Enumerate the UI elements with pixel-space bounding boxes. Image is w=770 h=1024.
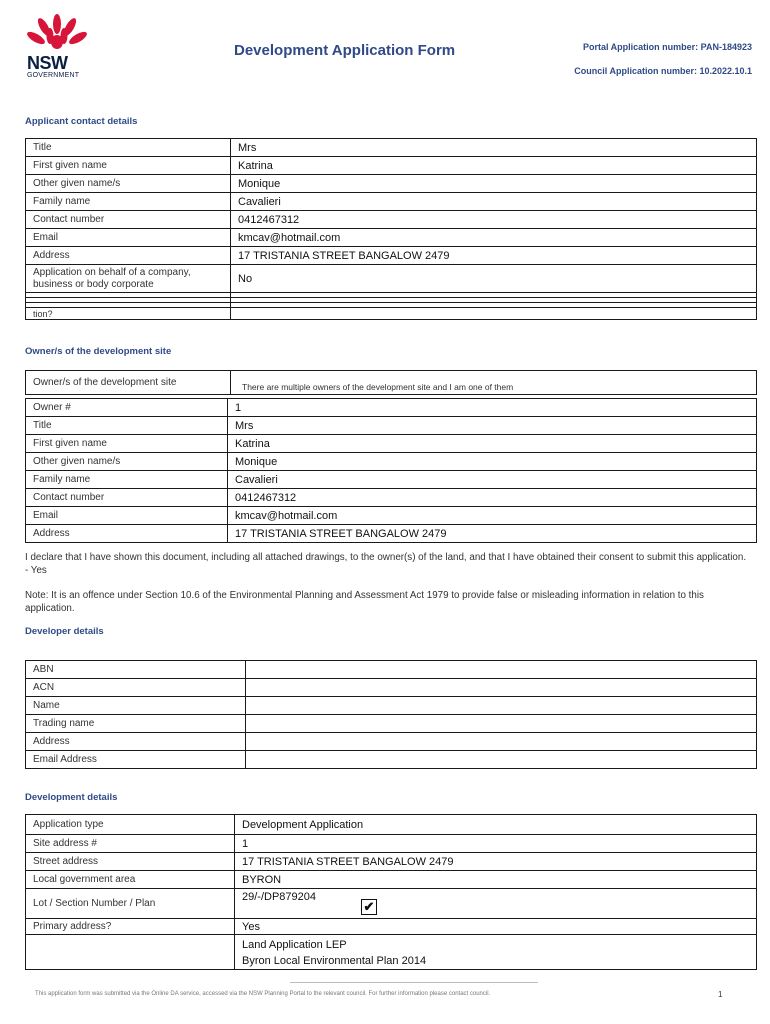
row-label: Email Address (26, 751, 246, 769)
logo-text: NSW (27, 53, 68, 73)
row-label: Title (26, 139, 231, 157)
lep-name: Byron Local Environmental Plan 2014 (242, 955, 427, 967)
row-value: Monique (231, 175, 757, 193)
table-row (26, 435, 757, 453)
table-row (26, 661, 757, 679)
table-row (26, 417, 757, 435)
owners-heading: Owner/s of the development site (25, 346, 172, 357)
row-value: Monique (228, 453, 757, 471)
row-value: kmcav@hotmail.com (228, 507, 757, 525)
page-number: 1 (718, 990, 723, 999)
table-row (26, 247, 757, 265)
owner-consent-declaration: I declare that I have shown this document, including all attached drawings, to the owner(s) of the land, and that I have obtained their consent to submit this application. - Yes (25, 552, 747, 576)
row-label: First given name (26, 157, 231, 175)
owners-table (25, 398, 757, 543)
table-row (26, 193, 757, 211)
table-row (26, 229, 757, 247)
row-label: Address (26, 247, 231, 265)
row-value: 29/-/DP879204 (235, 889, 757, 919)
row-label: Contact number (26, 211, 231, 229)
table-row (26, 399, 757, 417)
row-value: 17 TRISTANIA STREET BANGALOW 2479 (231, 247, 757, 265)
table-row (26, 835, 757, 853)
table-row (26, 871, 757, 889)
owners-summary-table (25, 370, 757, 395)
row-label: Primary address? (26, 919, 235, 935)
table-row (26, 525, 757, 543)
row-value: 0412467312 (231, 211, 757, 229)
table-row (26, 308, 757, 320)
developer-table (25, 660, 757, 769)
row-label: Owner # (26, 399, 228, 417)
table-row (26, 919, 757, 935)
table-row (26, 715, 757, 733)
row-label: ABN (26, 661, 246, 679)
row-value: Development Application (235, 815, 757, 835)
table-row (26, 697, 757, 715)
table-row (26, 507, 757, 525)
row-value: There are multiple owners of the development site and I am one of them (231, 371, 757, 395)
table-row (26, 157, 757, 175)
row-label: Family name (26, 471, 228, 489)
row-value (246, 751, 757, 769)
table-row (26, 733, 757, 751)
portal-application-number: Portal Application number: PAN-184923 (582, 42, 752, 52)
row-label: Owner/s of the development site (26, 371, 231, 395)
row-label: Email (26, 507, 228, 525)
row-value: 1 (235, 835, 757, 853)
row-value: BYRON (235, 871, 757, 889)
row-value: 17 TRISTANIA STREET BANGALOW 2479 (228, 525, 757, 543)
row-value: Mrs (228, 417, 757, 435)
footer-divider (290, 982, 538, 983)
table-row (26, 453, 757, 471)
applicant-table (25, 138, 757, 320)
table-row (26, 471, 757, 489)
row-label (26, 935, 235, 970)
row-value (246, 661, 757, 679)
developer-heading: Developer details (25, 626, 104, 637)
row-label: First given name (26, 435, 228, 453)
row-label: Trading name (26, 715, 246, 733)
row-label: Application type (26, 815, 235, 835)
row-value: Katrina (231, 157, 757, 175)
development-table (25, 814, 757, 970)
row-label: Other given name/s (26, 453, 228, 471)
row-label: Other given name/s (26, 175, 231, 193)
row-value (235, 935, 757, 970)
table-row (26, 853, 757, 871)
row-value: 17 TRISTANIA STREET BANGALOW 2479 (235, 853, 757, 871)
offence-note: Note: It is an offence under Section 10.6 of the Environmental Planning and Assessment Act 1979 to provide false or misleading information in relation to this application. (25, 590, 704, 614)
table-row (26, 889, 757, 919)
row-label: Local government area (26, 871, 235, 889)
row-label: Lot / Section Number / Plan (26, 889, 235, 919)
development-heading: Development details (25, 792, 118, 803)
table-row (26, 211, 757, 229)
row-value (246, 679, 757, 697)
row-value: Mrs (231, 139, 757, 157)
table-row (26, 751, 757, 769)
table-row (26, 815, 757, 835)
row-label: Family name (26, 193, 231, 211)
row-value: 1 (228, 399, 757, 417)
empty-cell (231, 308, 757, 320)
row-label: Name (26, 697, 246, 715)
row-value (246, 697, 757, 715)
applicant-heading: Applicant contact details (25, 116, 138, 127)
table-row (26, 489, 757, 507)
row-value (246, 715, 757, 733)
checkbox-checked-icon[interactable]: ✔ (361, 899, 377, 915)
form-title: Development Application Form (234, 42, 456, 59)
row-value: Katrina (228, 435, 757, 453)
row-value: 0412467312 (228, 489, 757, 507)
council-application-number: Council Application number: 10.2022.10.1 (574, 66, 752, 76)
row-label: Contact number (26, 489, 228, 507)
table-row (26, 265, 757, 293)
table-row (26, 935, 757, 970)
row-value: Cavalieri (228, 471, 757, 489)
row-value: No (231, 265, 757, 293)
row-value: Yes (235, 919, 757, 935)
row-label: Street address (26, 853, 235, 871)
footer-text: This application form was submitted via the Online DA service, accessed via the NSW Planning Portal to the relevant council. For further information please contact council. (35, 991, 491, 997)
row-label: Title (26, 417, 228, 435)
row-label: Application on behalf of a company, business or body corporate (26, 265, 231, 293)
row-label: Email (26, 229, 231, 247)
row-label: Address (26, 525, 228, 543)
logo-subtext: GOVERNMENT (27, 72, 80, 79)
row-label: Site address # (26, 835, 235, 853)
table-row (26, 371, 757, 395)
table-row (26, 175, 757, 193)
row-value: Cavalieri (231, 193, 757, 211)
lep-label: Land Application LEP (242, 939, 347, 951)
table-row (26, 139, 757, 157)
row-value: kmcav@hotmail.com (231, 229, 757, 247)
row-value (246, 733, 757, 751)
table-row (26, 679, 757, 697)
row-label: tion? (26, 308, 231, 320)
row-label: ACN (26, 679, 246, 697)
row-label: Address (26, 733, 246, 751)
